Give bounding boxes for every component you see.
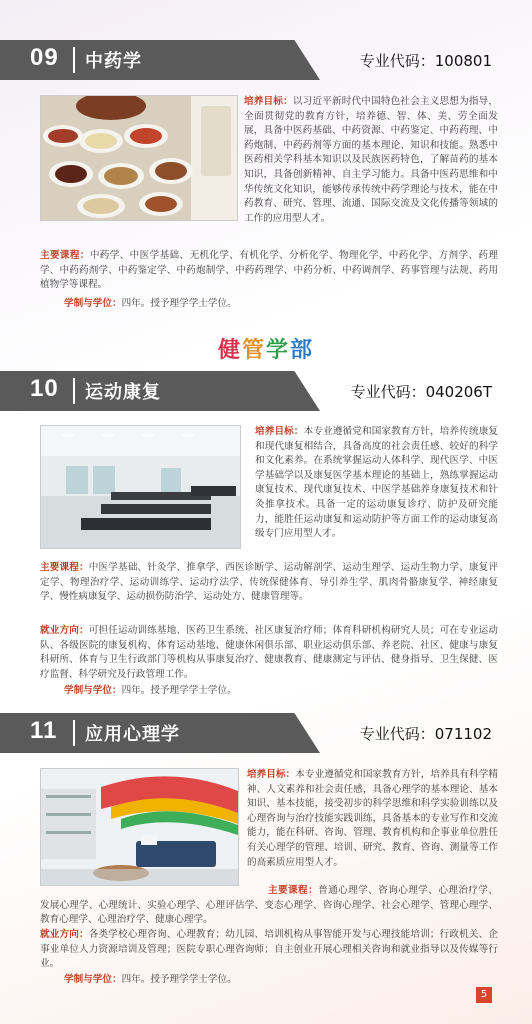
divider [73, 47, 75, 73]
rehab-room-photo [40, 425, 241, 549]
degree-label: 学制与学位： [64, 298, 122, 309]
courses-text: 中医学基础、针灸学、推拿学、西医诊断学、运动解剖学、运动生理学、运动生物力学、康复评定学、物理治疗学、运动训练学、运动疗法学、传统保健体育、导引养生学、肌肉骨骼康复学、神经康复学、慢性病康复学、运动损伤防治学、运动处方、健康管理等。 [40, 562, 499, 603]
goal-label: 培养目标： [255, 426, 304, 437]
goal-text: 以习近平新时代中国特色社会主义思想为指导，全面贯彻党的教育方针，培养德、智、体、美、劳全面发展，具备中医药基础、中药资源、中药鉴定、中药药理、中药炮制、中药药剂等方面的基本理论、知识和技能。熟悉中医药相关学科基本知识以及民族医药特色，了解苗药的基本知识，具备创新精神、自主学习能力。具备中医药思维和中华传统文化知识，能够传承传统中药学理论与技术，能在中药教育、研究、管理、流通、国际交流及文化传播等领域的工作的应用型人才。 [244, 96, 498, 224]
courses-text: 普通心理学、咨询心理学、心理治疗学、发展心理学、心理统计、实验心理学、心理评估学、变态心理学、咨询心理学、社会心理学、管理心理学、教育心理学、心理治疗学、健康心理学。 [40, 885, 499, 926]
career-text: 各类学校心理咨询、心理教育；幼儿园、培训机构从事智能开发与心理技能培训；行政机关、企事业单位人力资源培训及管理；医院专职心理咨询师；自主创业开展心理相关咨询和就业指导以及传媒等行业。 [40, 929, 499, 970]
counseling-room-photo [40, 768, 239, 886]
major-code: 专业代码：040206T [350, 383, 492, 401]
rehab-room-illustration [41, 426, 240, 548]
main-courses [40, 249, 498, 293]
department-char: 部 [290, 338, 315, 363]
section-number: 11 [30, 717, 58, 744]
goal-label: 培养目标： [247, 769, 296, 780]
degree-info [40, 297, 498, 312]
section-number: 09 [30, 44, 59, 71]
career-direction [40, 928, 498, 972]
department-char: 管 [241, 338, 266, 363]
main-courses [40, 884, 498, 928]
goal-text: 本专业遵循党和国家教育方针，培养传统康复和现代康复相结合，具备高度的社会责任感、较好的科学和文化素养。在系统掌握运动人体科学、现代医学、中医学基础学以及康复医学基本理论的基础上，熟练掌握运动康复技术、现代康复技术、中医学基础养身康复技术和针灸推拿技术。具备一定的运动康复诊疗、防护及研究能力，能胜任运动康复和运动防护等方面工作的运动康复高级专门应用型人才。 [255, 426, 499, 540]
goal-text: 本专业遵循党和国家教育方针，培养具有科学精神、人文素养和社会责任感，具备心理学的基本理论、基本知识、基本技能，接受初步的科学思维和科学实验训练以及心理咨询与治疗技能实践训练，具备基本的专业写作和交流能力，能在科研、咨询、管理、教育机构和企事业单位胜任有关心理学的管理、培训、研究、教育、咨询、测量等工作的高素质应用型人才。 [247, 769, 498, 868]
page-number: 5 [476, 987, 492, 1003]
courses-label: 主要课程： [40, 250, 90, 261]
goal-label: 培养目标： [244, 96, 293, 107]
major-code: 专业代码：071102 [359, 725, 492, 743]
degree-text: 四年。授予理学学士学位。 [121, 974, 237, 985]
section-header-09 [0, 40, 340, 80]
degree-label: 学制与学位： [64, 685, 122, 696]
divider [73, 378, 75, 404]
career-label: 就业方向： [40, 929, 89, 940]
career-label: 就业方向： [40, 625, 89, 636]
section-header-11 [0, 713, 340, 753]
career-text: 可担任运动训练基地、医药卫生系统、社区康复治疗师；体育科研机构研究人员；可在专业运动队、各级医院的康复机构、体育运动基地、健康休闲俱乐部、职业运动俱乐部、养老院、社区、健康与康复科研所、体育与卫生行政部门等机构从事康复治疗、健康教育、健康测定与评估、健身指导、卫生保健、医疗监督、科学研究及行政管理工作。 [40, 625, 499, 680]
courses-text: 中药学、中医学基础、无机化学、有机化学、分析化学、物理化学、中药化学、方剂学、药理学、中药药剂学、中药鉴定学、中药炮制学、中药药理学、中药分析、中药调剂学、药事管理与法规、药用植物学等课程。 [40, 250, 499, 291]
training-goal [255, 425, 498, 542]
degree-label: 学制与学位： [64, 974, 122, 985]
herbal-medicine-illustration [41, 96, 237, 220]
courses-label: 主要课程： [268, 885, 319, 896]
degree-info [40, 973, 498, 988]
section-title: 运动康复 [85, 382, 161, 403]
section-title: 应用心理学 [85, 724, 180, 745]
career-direction [40, 624, 498, 682]
degree-text: 四年。授予理学学士学位。 [121, 298, 237, 309]
section-title: 中药学 [85, 51, 142, 72]
degree-info [40, 684, 498, 699]
department-title [0, 333, 532, 364]
department-char: 学 [266, 338, 291, 363]
training-goal [247, 768, 498, 870]
section-number: 10 [30, 375, 59, 402]
main-courses [40, 561, 498, 605]
counseling-room-illustration [41, 769, 238, 885]
herbal-medicine-photo [40, 95, 238, 221]
divider [73, 720, 75, 746]
courses-label: 主要课程： [40, 562, 89, 573]
major-code: 专业代码：100801 [359, 52, 492, 70]
department-char: 健 [217, 338, 242, 363]
section-header-10 [0, 371, 340, 411]
degree-text: 四年。授予理学学士学位。 [121, 685, 237, 696]
training-goal [244, 95, 498, 235]
